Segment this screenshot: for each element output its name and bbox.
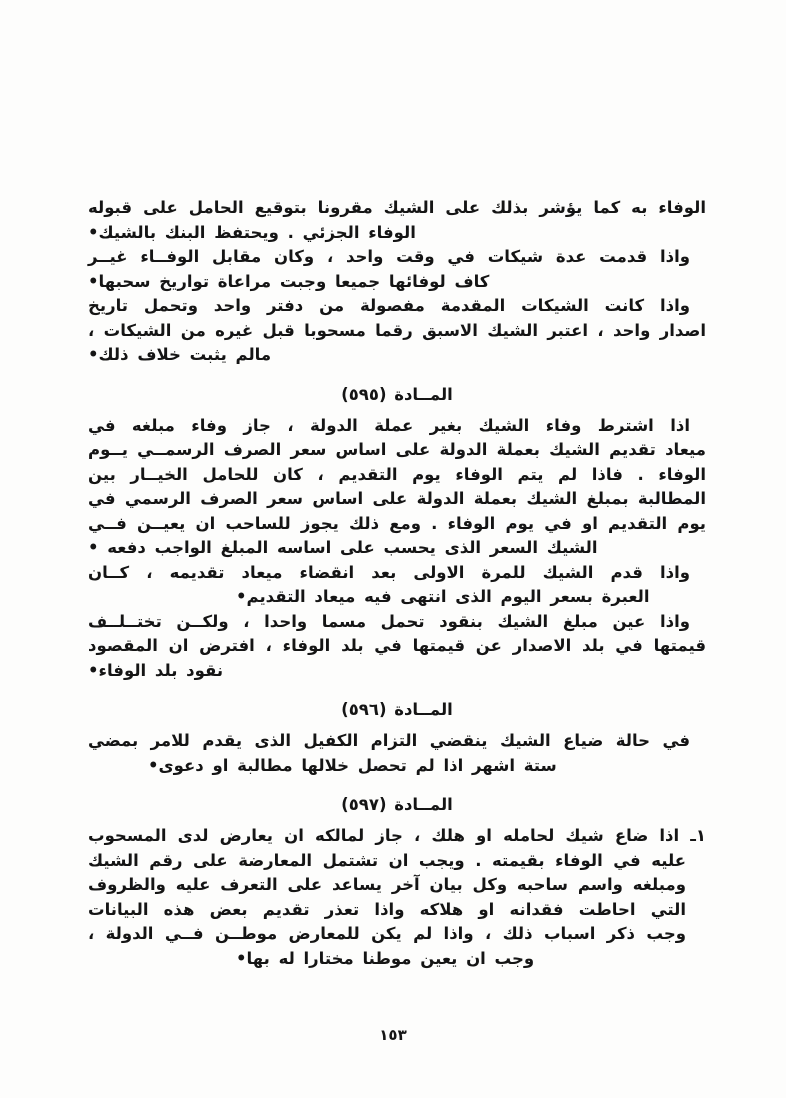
article-heading-596: المــادة (٥٩٦) — [341, 700, 453, 719]
article-heading-597: المــادة (٥٩٧) — [341, 795, 453, 814]
page-number: ١٥٣ — [379, 1026, 407, 1044]
text-line: الوفاء به كما يؤشر بذلك على الشيك مقرونا بتوقيع الحامل على قبوله — [88, 198, 706, 217]
text-line: مالم يثبت خلاف ذلك• — [88, 345, 272, 364]
text-line: ١ـ اذا ضاع شيك لحامله او هلك ، جاز لمالكه ان يعارض لدى المسحوب — [88, 826, 706, 845]
text-line: في حالة ضياع الشيك ينقضي التزام الكفيل الذى يقدم للامر بمضي — [88, 731, 690, 750]
paragraph-continuation — [88, 196, 706, 245]
text-line: الشيك السعر الذى يحسب على اساسه المبلغ الواجب دفعه • — [88, 538, 598, 557]
paragraph — [88, 610, 706, 684]
text-block — [88, 196, 706, 971]
text-line: يوم التقديم او في يوم الوفاء . ومع ذلك يجوز للساحب ان يعيــن فــي — [88, 513, 706, 533]
text-line: اذا اشترط وفاء الشيك بغير عملة الدولة ، جاز وفاء مبلغه في — [88, 415, 690, 435]
text-line: العبرة بسعر اليوم الذى انتهى فيه ميعاد التقديم• — [236, 587, 650, 606]
text-line: واذا عين مبلغ الشيك بنقود تحمل مسما واحدا ، ولكــن تختــلــف — [88, 611, 690, 631]
paragraph-article-597-item-1 — [88, 824, 706, 971]
paragraph — [88, 561, 706, 610]
text-line: قيمتها في بلد الاصدار عن قيمتها في بلد الوفاء ، افترض ان المقصود — [88, 636, 706, 655]
text-line: المطالبة بمبلغ الشيك بعملة الدولة على اساس سعر الصرف الرسمي في — [88, 489, 706, 508]
text-line: وجب ان يعين موطنا مختارا له بها• — [236, 948, 535, 968]
text-line: اصدار واحد ، اعتبر الشيك الاسبق رقما مسحوبا قبل غيره من الشيكات ، — [88, 320, 706, 340]
text-line: وجب ذكر اسباب ذلك ، واذا لم يكن للمعارض موطــن فــي الدولة ، — [88, 924, 686, 943]
text-line: ومبلغه واسم ساحبه وكل بيان آخر يساعد على التعرف عليه والظروف — [88, 875, 686, 894]
paragraph — [88, 294, 706, 368]
text-line: عليه في الوفاء بقيمته . ويجب ان تشتمل المعارضة على رقم الشيك — [88, 850, 686, 870]
text-line: كاف لوفائها جميعا وجبت مراعاة تواريخ سحبها• — [88, 271, 490, 291]
paragraph-article-595 — [88, 414, 706, 561]
article-heading-595: المــادة (٥٩٥) — [341, 384, 453, 404]
text-line: واذا كانت الشيكات المقدمة مفصولة من دفتر واحد وتحمل تاريخ — [88, 296, 690, 315]
paragraph — [88, 245, 706, 294]
text-line: الوفاء . فاذا لم يتم الوفاء يوم التقديم ، كان للحامل الخيــار بين — [88, 464, 706, 484]
paragraph-article-596 — [88, 729, 706, 778]
text-line: واذا قدمت عدة شيكات في وقت واحد ، وكان مقابل الوفــاء غيــر — [88, 247, 690, 266]
text-line: نقود بلد الوفاء• — [88, 660, 224, 680]
text-line: ميعاد تقديم الشيك بعملة الدولة على اساس سعر الصرف الرسمــي يــوم — [88, 440, 706, 459]
text-line: ستة اشهر اذا لم تحصل خلالها مطالبة او دعوى• — [148, 755, 557, 775]
text-line: التي احاطت فقدانه او هلاكه واذا تعذر تقديم بعض هذه البيانات — [88, 899, 686, 919]
text-line: واذا قدم الشيك للمرة الاولى بعد انقضاء ميعاد تقديمه ، كــان — [88, 562, 690, 582]
text-line: الوفاء الجزئي . ويحتفظ البنك بالشيك• — [88, 222, 416, 242]
